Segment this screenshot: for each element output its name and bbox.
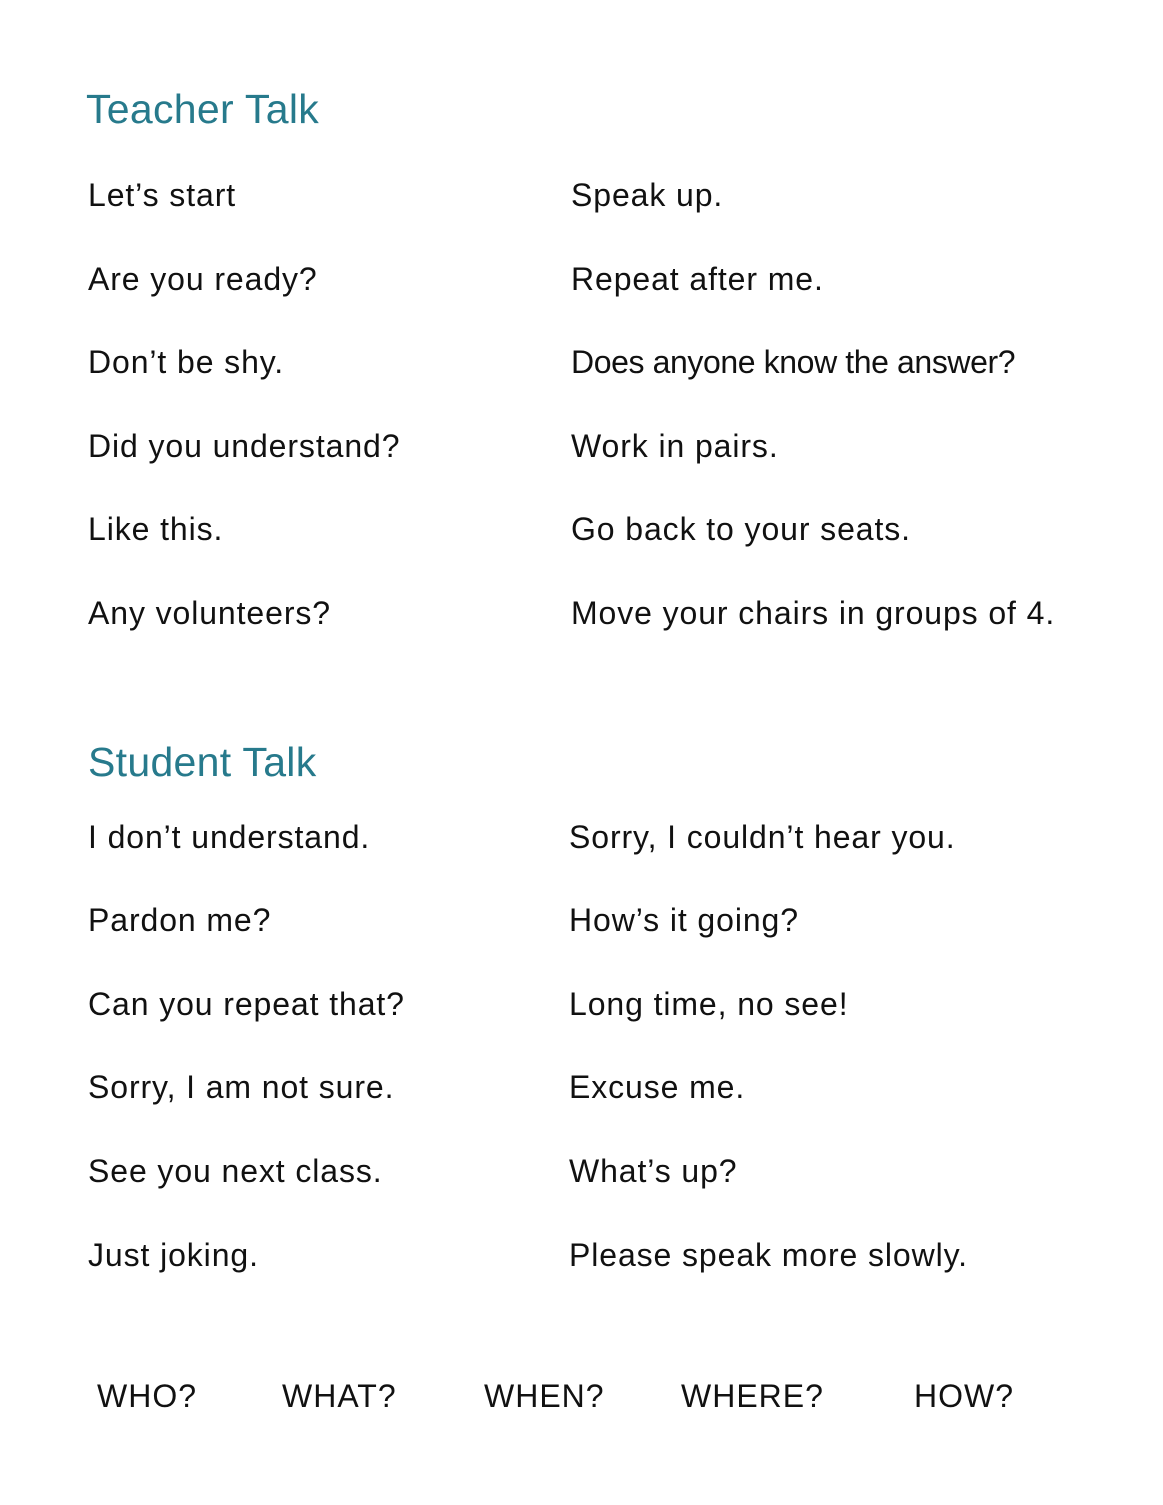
- teacher-phrase: Like this.: [88, 511, 224, 547]
- student-phrase: Excuse me.: [569, 1069, 746, 1105]
- student-phrase: Please speak more slowly.: [569, 1237, 968, 1273]
- student-phrase: I don’t understand.: [88, 819, 371, 855]
- question-word-where: WHERE?: [681, 1378, 824, 1414]
- student-phrase: Pardon me?: [88, 902, 272, 938]
- student-phrase: Sorry, I am not sure.: [88, 1069, 395, 1105]
- teacher-phrase: Are you ready?: [88, 261, 318, 297]
- student-phrase: Sorry, I couldn’t hear you.: [569, 819, 956, 855]
- teacher-phrase: Work in pairs.: [571, 428, 779, 464]
- teacher-phrase: Move your chairs in groups of 4.: [571, 595, 1056, 631]
- student-phrase: Can you repeat that?: [88, 986, 405, 1022]
- teacher-phrase: Go back to your seats.: [571, 511, 911, 547]
- teacher-phrase: Speak up.: [571, 177, 724, 213]
- question-word-how: HOW?: [914, 1378, 1014, 1414]
- question-word-when: WHEN?: [484, 1378, 605, 1414]
- student-phrase: What’s up?: [569, 1153, 738, 1189]
- teacher-phrase: Repeat after me.: [571, 261, 824, 297]
- teacher-phrase: Any volunteers?: [88, 595, 331, 631]
- question-word-who: WHO?: [97, 1378, 197, 1414]
- student-phrase: See you next class.: [88, 1153, 383, 1189]
- student-phrase: How’s it going?: [569, 902, 799, 938]
- teacher-phrase: Don’t be shy.: [88, 344, 285, 380]
- teacher-phrase: Let’s start: [88, 177, 237, 213]
- teacher-talk-title: Teacher Talk: [86, 86, 320, 132]
- student-phrase: Long time, no see!: [569, 986, 849, 1022]
- student-phrase: Just joking.: [88, 1237, 259, 1273]
- teacher-phrase: Did you understand?: [88, 428, 401, 464]
- question-word-what: WHAT?: [282, 1378, 397, 1414]
- student-talk-title: Student Talk: [88, 739, 317, 785]
- teacher-phrase: Does anyone know the answer?: [571, 344, 1016, 380]
